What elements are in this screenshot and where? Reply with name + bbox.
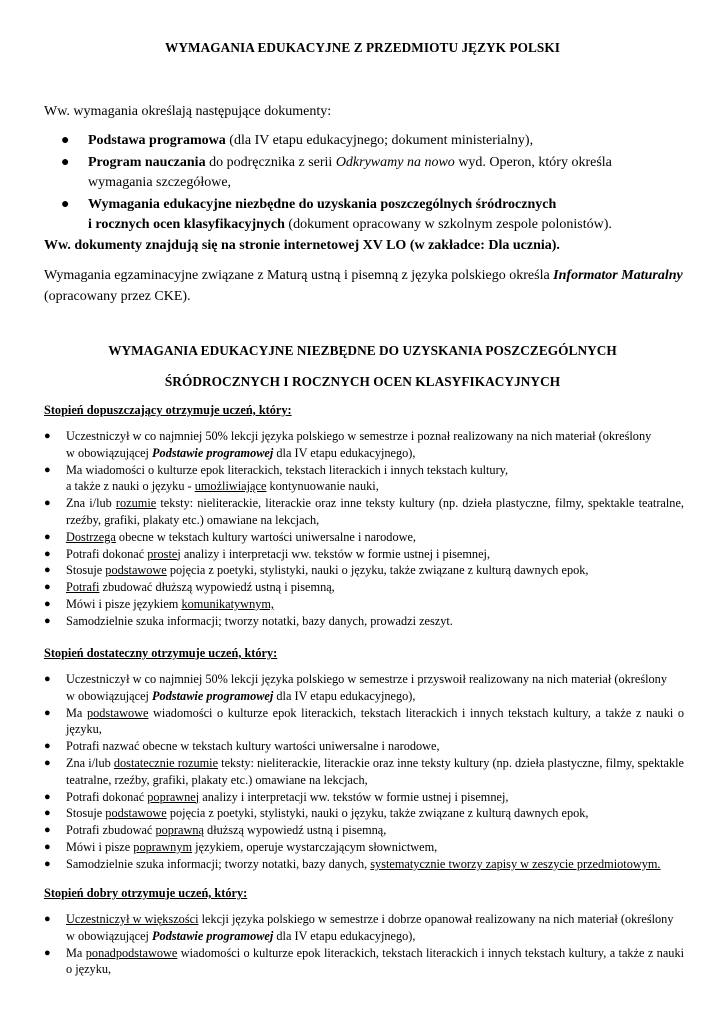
bullet-icon: ● <box>44 706 51 719</box>
list-item: ● Potrafi nazwać obecne w tekstach kultury wartości uniwersalne i narodowe, <box>44 739 440 754</box>
grade-heading: Stopień dostateczny otrzymuje uczeń, który: <box>44 646 278 660</box>
bullet-icon: ● <box>44 547 51 560</box>
list-item: ● Samodzielnie szuka informacji; tworzy notatki, bazy danych, prowadzi zeszyt. <box>44 613 453 628</box>
website-note: Ww. dokumenty znajdują się na stronie internetowej XV LO (w zakładce: Dla ucznia). <box>44 238 560 253</box>
list-item: ● Potrafi zbudować dłuższą wypowiedź ustną i pisemną, <box>44 580 335 595</box>
list-item: ● Potrafi dokonać prostej analizy i interpretacji ww. tekstów w formie ustnej i pisemnej, <box>44 546 491 561</box>
bullet-icon: ● <box>44 581 51 594</box>
bullet-icon: ● <box>44 740 51 753</box>
list-item: ● Stosuje podstawowe pojęcia z poetyki, stylistyki, nauki o języku, także związane z kulturą dawnych epok, <box>44 806 589 821</box>
bullet-icon: ● <box>61 155 70 170</box>
list-item: ● Ma wiadomości o kulturze epok literackich, tekstach literackich i innych tekstach kultury, a także z nauki o języku - umożliwiające kontynuowanie nauki, <box>44 462 509 494</box>
list-item: ● Podstawa programowa (dla IV etapu edukacyjnego; dokument ministerialny), <box>44 131 684 151</box>
list-item: ● Uczestniczył w większości lekcji języka polskiego w semestrze i dobrze opanował realizowany na nich materiał (określony w obowiązującej Podstawie programowej dla IV etapu edukacyjnego), <box>44 912 674 943</box>
intro-text: Ww. wymagania określają następujące dokumenty: <box>44 104 332 119</box>
bullet-icon: ● <box>44 430 51 442</box>
list-item: ● Stosuje podstawowe pojęcia z poetyki, stylistyki, nauki o języku, także związane z kulturą dawnych epok, <box>44 563 589 578</box>
bullet-icon: ● <box>44 530 51 543</box>
grade-dostateczny <box>44 646 684 873</box>
bullet-icon: ● <box>44 597 51 610</box>
bullet-icon: ● <box>61 197 70 212</box>
bullet-icon: ● <box>44 463 51 476</box>
grade-heading: Stopień dobry otrzymuje uczeń, który: <box>44 886 248 900</box>
list-item: ● Ma ponadpodstawowe wiadomości o kulturze epok literackich, tekstach literackich i innych tekstach kultury, a także z nauki o języku, <box>44 945 685 977</box>
bullet-icon: ● <box>44 840 51 853</box>
documents-list <box>44 131 684 237</box>
list-item: ● Wymagania edukacyjne niezbędne do uzyskania poszczególnych śródrocznych i rocznych ocen klasyfikacyjnych (dokument opracowany w szkolnym zespole polonistów). <box>61 197 612 232</box>
bullet-icon: ● <box>44 614 51 627</box>
list-item: ● Zna i/lub rozumie teksty: nieliterackie, literackie oraz inne teksty kultury (np. dzieła plastyczne, filmy, spektakle teatralne, rzeźby, grafiki, plakaty etc.) omawiane na lekcjach, <box>44 496 684 527</box>
list-item: ● Zna i/lub dostatecznie rozumie teksty: nieliterackie, literackie oraz inne teksty kultury (np. dzieła plastyczne, filmy, spektakle teatralne, rzeźby, grafiki, plakaty etc.) omawiane na lekcjach, <box>44 755 684 787</box>
grade-dopuszczajacy <box>44 403 684 630</box>
list-item: ● Potrafi dokonać poprawnej analizy i interpretacji ww. tekstów w formie ustnej i pisemnej, <box>44 789 509 804</box>
bullet-icon: ● <box>44 790 51 803</box>
list-item: ● Ma podstawowe wiadomości o kulturze epok literackich, tekstach literackich i innych tekstach kultury, a także z nauki o języku, <box>44 705 685 737</box>
bullet-icon: ● <box>61 133 70 148</box>
section-title-line2: ŚRÓDROCZNYCH I ROCZNYCH OCEN KLASYFIKACYJNYCH <box>164 374 561 389</box>
bullet-icon: ● <box>44 913 51 925</box>
bullet-icon: ● <box>44 673 51 685</box>
bullet-icon: ● <box>44 946 51 959</box>
bullet-icon: ● <box>44 824 51 837</box>
document-title: WYMAGANIA EDUKACYJNE Z PRZEDMIOTU JĘZYK POLSKI <box>165 40 560 55</box>
list-item: ● Potrafi zbudować poprawną dłuższą wypowiedź ustną i pisemną, <box>44 823 387 838</box>
bullet-icon: ● <box>44 807 51 820</box>
list-item: ● Mówi i pisze językiem komunikatywnym, <box>44 596 275 611</box>
grade-heading: Stopień dopuszczający otrzymuje uczeń, który: <box>44 403 292 417</box>
bullet-icon: ● <box>44 497 51 510</box>
bullet-icon: ● <box>44 756 51 769</box>
list-item: ● Uczestniczył w co najmniej 50% lekcji języka polskiego w semestrze i poznał realizowany na nich materiał (określony w obowiązującej Podstawie programowej dla IV etapu edukacyjnego), <box>44 429 652 460</box>
grade-dobry <box>44 886 684 978</box>
exam-note: Wymagania egzaminacyjne związane z Maturą ustną i pisemną z języka polskiego określa Informator Maturalny (opracowany przez CKE). <box>44 268 683 304</box>
bullet-icon: ● <box>44 857 51 870</box>
list-item: ● Mówi i pisze poprawnym językiem, operuje wystarczającym słownictwem, <box>44 839 438 854</box>
list-item: ● Uczestniczył w co najmniej 50% lekcji języka polskiego w semestrze i przyswoił realizowany na nich materiał (określony w obowiązującej Podstawie programowej dla IV etapu edukacyjnego), <box>44 672 667 703</box>
list-item: ● Samodzielnie szuka informacji; tworzy notatki, bazy danych, systematycznie tworzy zapisy w zeszycie przedmiotowym. <box>44 856 661 871</box>
list-item: ● Dostrzega obecne w tekstach kultury wartości uniwersalne i narodowe, <box>44 529 417 544</box>
section-title-line1: WYMAGANIA EDUKACYJNE NIEZBĘDNE DO UZYSKANIA POSZCZEGÓLNYCH <box>108 343 617 358</box>
list-item: ● Program nauczania do podręcznika z serii Odkrywamy na nowo wyd. Operon, który określa wymagania szczegółowe, <box>61 155 612 190</box>
bullet-icon: ● <box>44 564 51 577</box>
